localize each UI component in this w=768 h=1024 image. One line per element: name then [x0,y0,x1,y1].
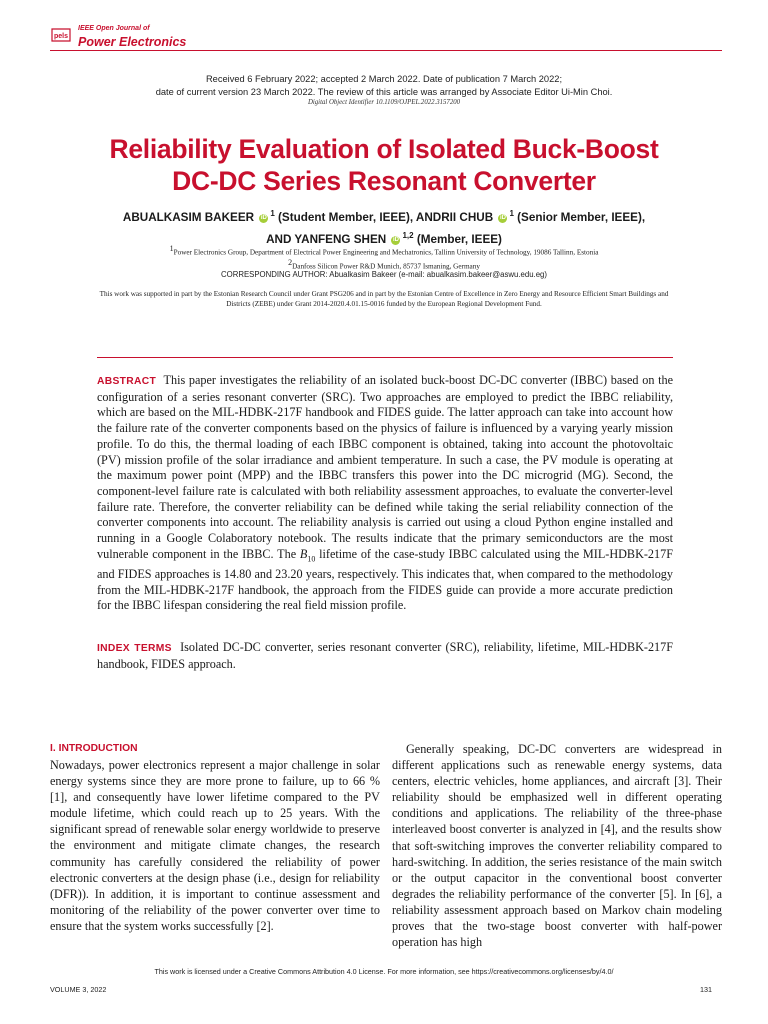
author-line-1 [60,205,708,227]
funding-note: This work was supported in part by the Estonian Research Council under Grant PSG206 and in part by the Estonian Centre of Excellence in Zero Energy and Resource Efficient Smart Buildings and Districts (ZEBE) under Grant 2014-2020.4.01.15-0016 funded by the European Regional Development Fund. [99,290,669,308]
column-left [50,741,380,934]
abstract-label: ABSTRACT [97,376,157,387]
logo-text: pels [53,33,69,40]
author-affil-sup: 1 [509,209,514,218]
orcid-icon[interactable]: iD [499,214,506,221]
author-role: (Member, IEEE) [416,232,502,246]
affiliation-1 [60,244,708,258]
abstract-text-a: This paper investigates the reliability of an isolated buck-boost DC-DC converter (IBBC) based on the configuration of a series resonant converter (SRC). Two approaches are employed to predict the IBBC reliability, which are based on the MIL-HDBK-217F handbook and FIDES guide. The latter approach can take into account how the failure rate of the converter components based on the physics of failure is influenced by a varying yearly mission profile. To do this, the thermal loading of each IBBC component is obtained, taking into account the photovoltaic (PV) mission profile of the solar irradiance and ambient temperature. In such a case, the PV module is operating at the maximum power point (MPP) and the IBBC transfers this power into the DC microgrid (MG). Second, the component-level failure rate is calculated with both reliability assessment approaches, to evaluate the converter-level failure rate. Therefore, the converter reliability can be defined while taking the serial reliability connection of the converter components into account. The reliability analysis is carried out using a cloud Python engine installed and running in a Google Colaboratory notebook. The results indicate that the primary semiconductors are the most vulnerable component in the IBBC. The [97,373,674,561]
author-affil-sup: 1 [270,209,275,218]
b10-subscript: 10 [307,554,316,564]
received-dates [60,73,708,98]
intro-left-text: Nowadays, power electronics represent a major challenge in solar energy systems since they are more prone to failure, up to 66 % [1], and consequently have lower lifetime compared to the PV module lifetime, which could reach up to 25 years. With the significant spread of renewable solar energy worldwide to preserve the environment and mitigate climate changes, the research community has carefully considered the reliability of power electronic converters at the design phase (i.e., design for reliability (DFR)). In addition, it is important to continue assessment and monitoring of the reliability of the power converter over time to ensure that the system works successfully [2]. [50,758,380,933]
column-right [392,741,722,950]
affiliations [60,244,708,272]
journal-subtitle: IEEE Open Journal of [78,25,150,32]
index-terms-text: Isolated DC-DC converter, series resonant converter (SRC), reliability, lifetime, MIL-HDBK-217F handbook, FIDES approach. [97,640,674,671]
author-role: (Student Member, IEEE), [278,210,414,224]
received-line-1: Received 6 February 2022; accepted 2 March 2022. Date of publication 7 March 2022; [205,74,563,84]
index-terms-label: INDEX TERMS [97,643,172,654]
corresponding-author: CORRESPONDING AUTHOR: Abualkasim Bakeer (e-mail: abualkasim.bakeer@aswu.edu.eg) [221,270,547,279]
pels-logo [50,26,72,44]
journal-name: Power Electronics [78,35,187,49]
orcid-icon[interactable]: iD [392,236,399,243]
header-rule [50,50,722,51]
index-terms [97,640,673,672]
intro-right-text: Generally speaking, DC-DC converters are widespread in different applications such as renewable energy systems, data centers, electric vehicles, home appliances, and aircraft [3]. Their reliability should be emphasized well in different operating conditions and applications. The reliability of the three-phase interleaved boost converter is analyzed in [4], and the results show that soft-switching improves the converter reliability compared to hard-switching. In addition, the series resistance of the main switch or the output capacitor in the conventional boost converter degrades the reliability performance of the converter [5]. In [6], a reliability assessment approach based on Markov chain modeling proves that the two-stage boost converter with half-power operation has high [392,742,722,950]
paper-title [60,133,708,197]
author-name: ANDRII CHUB [415,210,494,224]
abstract-rule [97,357,673,358]
author-name: AND YANFENG SHEN [266,232,387,246]
affiliation-text: Danfoss Silicon Power R&D Munich, 85737 Ismaning, Germany [292,262,480,271]
author-affil-sup: 1,2 [402,230,414,240]
affiliation-sup: 1 [169,244,174,253]
received-line-2: date of current version 23 March 2022. The review of this article was arranged by Associate Editor Ui-Min Choi. [155,86,613,97]
affiliation-text: Power Electronics Group, Department of Electrical Power Engineering and Mechatronics, Tallinn University of Technology, 19086 Tallinn, Estonia [173,248,599,257]
author-name: ABUALKASIM BAKEER [122,210,255,224]
title-line-2: DC-DC Series Resonant Converter [172,166,596,196]
affiliation-sup: 2 [288,257,293,267]
page-number: 131 [700,985,712,994]
abstract [97,373,673,614]
b10-symbol: B [299,546,308,561]
author-list [60,205,708,249]
volume-label: VOLUME 3, 2022 [50,985,107,994]
doi[interactable]: Digital Object Identifier 10.1109/OJPEL.2022.3157200 [307,99,461,106]
orcid-icon[interactable]: iD [260,214,267,221]
abstract-text-b: lifetime of the case-study IBBC calculated using the MIL-HDBK-217F and FIDES approaches is 14.80 and 23.20 years, respectively. This indicates that, when compared to the methodology from the MIL-HDBK-217F handbook, the approach from the FIDES guide can provide a more accurate prediction for the IBBC lifespan considering the real field mission profile. [97,546,673,613]
license-note: This work is licensed under a Creative Commons Attribution 4.0 License. For more information, see https://creativecommons.org/licenses/by/4.0/ [154,967,614,976]
section-heading: I. INTRODUCTION [50,743,138,754]
title-line-1: Reliability Evaluation of Isolated Buck-Boost [109,134,659,164]
author-role: (Senior Member, IEEE), [517,210,646,224]
